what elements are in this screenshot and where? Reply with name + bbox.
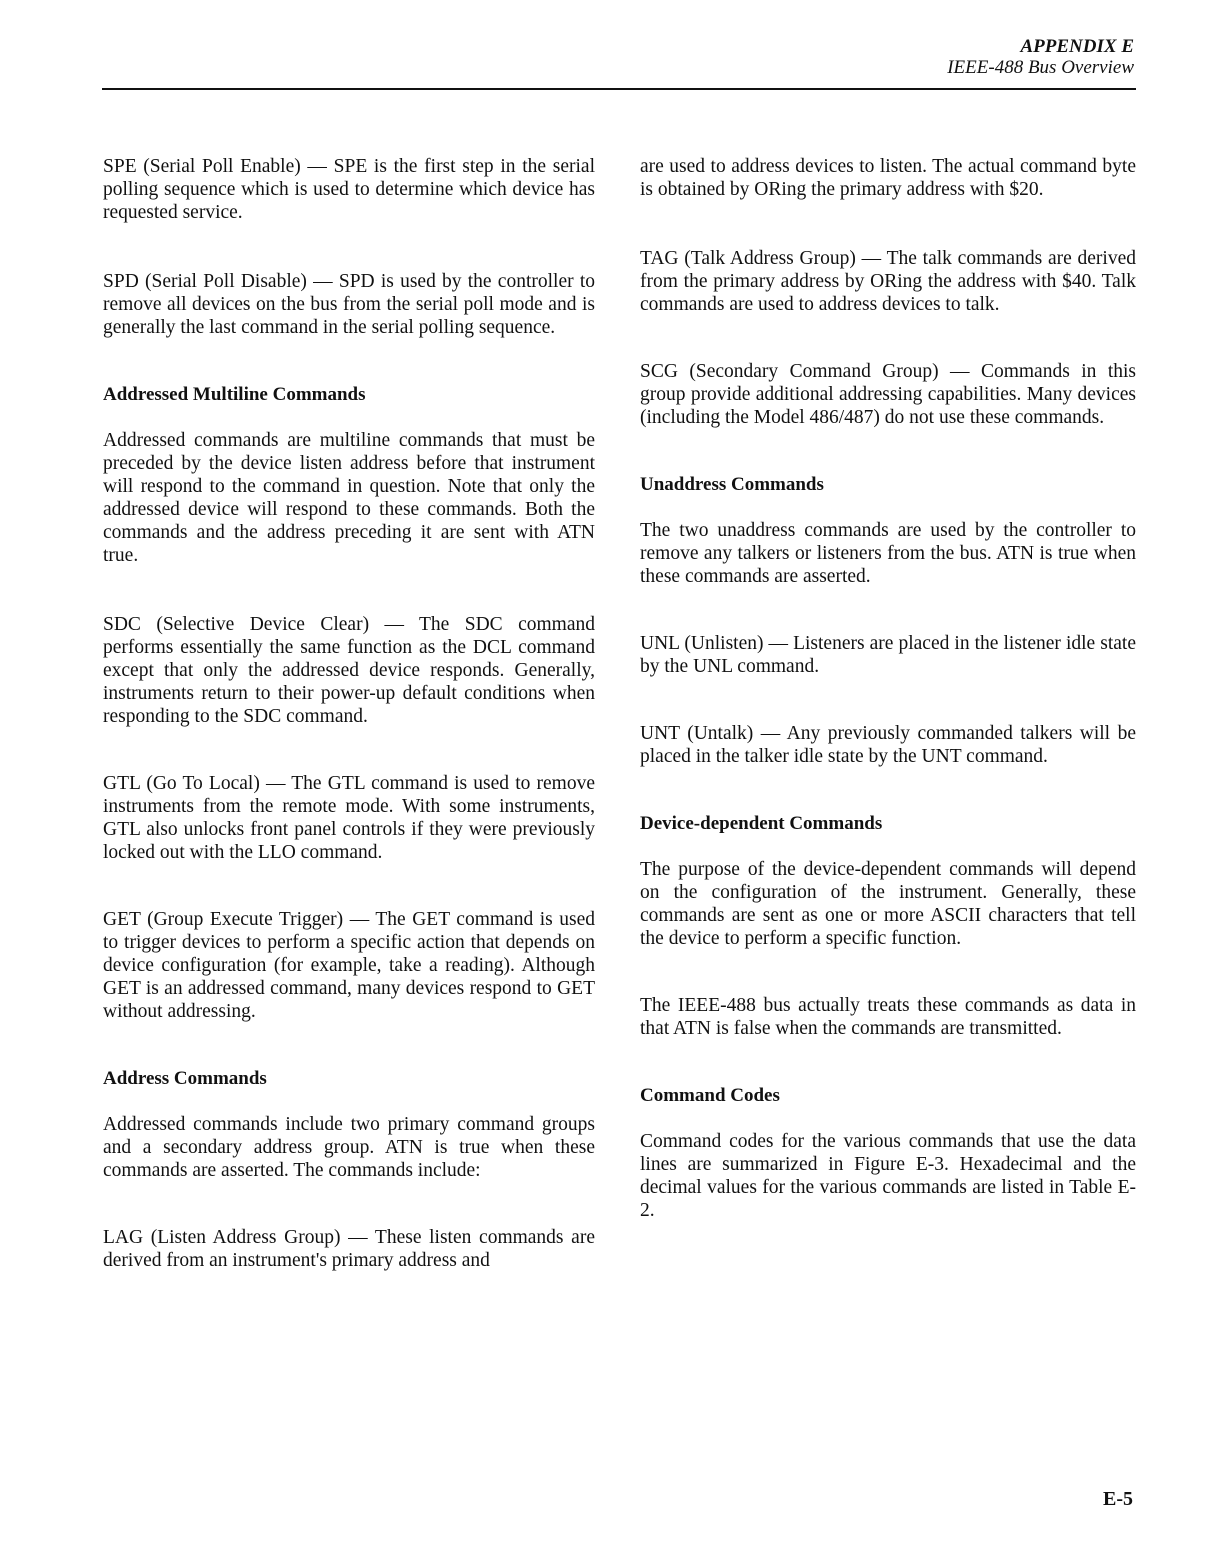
spe-paragraph: SPE (Serial Poll Enable) — SPE is the first step in the serial polling sequence which is used to determine which device has requested service. <box>103 156 595 223</box>
scg-paragraph: SCG (Secondary Command Group) — Commands in this group provide additional addressing capabilities. Many devices (including the Model 486/487) do not use these commands. <box>640 361 1136 428</box>
running-header <box>947 36 1134 78</box>
address-commands-heading: Address Commands <box>103 1068 267 1089</box>
device-dependent-paragraph: The purpose of the device-dependent commands will depend on the configuration of the instrument. Generally, these commands are sent as one or more ASCII characters that tell the device to perform a specific function. <box>640 859 1136 949</box>
right-column <box>640 155 1136 1222</box>
addressed-multiline-heading: Addressed Multiline Commands <box>103 384 366 405</box>
addressed-multiline-paragraph: Addressed commands are multiline commands that must be preceded by the device listen address before that instrument will respond to the command in question. Note that only the addressed device will respond to these commands. Both the commands and the address preceding it are sent with ATN true. <box>103 430 595 566</box>
device-dependent-heading: Device-dependent Commands <box>640 813 883 834</box>
gtl-paragraph: GTL (Go To Local) — The GTL command is used to remove instruments from the remote mode. With some instruments, GTL also unlocks front panel controls if they were previously locked out with the LLO command. <box>103 773 595 863</box>
spd-paragraph: SPD (Serial Poll Disable) — SPD is used by the controller to remove all devices on the bus from the serial poll mode and is generally the last command in the serial polling sequence. <box>103 271 595 338</box>
tag-paragraph: TAG (Talk Address Group) — The talk commands are derived from the primary address by ORing the address with $40. Talk commands are used to address devices to talk. <box>640 248 1136 315</box>
page-number: E-5 <box>1103 1488 1133 1510</box>
device-dependent-note: The IEEE-488 bus actually treats these commands as data in that ATN is false when the commands are transmitted. <box>640 995 1136 1039</box>
lag-paragraph: LAG (Listen Address Group) — These listen commands are derived from an instrument's primary address and <box>103 1227 595 1271</box>
appendix-title: APPENDIX E <box>1020 36 1134 57</box>
command-codes-heading: Command Codes <box>640 1085 780 1106</box>
sdc-paragraph: SDC (Selective Device Clear) — The SDC command performs essentially the same function as the DCL command except that only the addressed device responds. Generally, instruments return to their power-up default conditions when responding to the SDC command. <box>103 614 595 727</box>
unaddress-paragraph: The two unaddress commands are used by the controller to remove any talkers or listeners from the bus. ATN is true when these commands are asserted. <box>640 520 1136 587</box>
left-column <box>103 155 595 1272</box>
appendix-subtitle: IEEE-488 Bus Overview <box>947 57 1134 78</box>
unt-paragraph: UNT (Untalk) — Any previously commanded talkers will be placed in the talker idle state by the UNT command. <box>640 723 1136 767</box>
header-rule <box>102 88 1136 90</box>
command-codes-paragraph: Command codes for the various commands that use the data lines are summarized in Figure E-3. Hexadecimal and the decimal values for the various commands are listed in Table E-2. <box>640 1131 1136 1221</box>
unaddress-heading: Unaddress Commands <box>640 474 824 495</box>
lag-continued-paragraph: are used to address devices to listen. The actual command byte is obtained by ORing the primary address with $20. <box>640 156 1136 200</box>
get-paragraph: GET (Group Execute Trigger) — The GET command is used to trigger devices to perform a specific action that depends on device configuration (for example, take a reading). Although GET is an addressed command, many devices respond to GET without addressing. <box>103 909 595 1022</box>
address-commands-paragraph: Addressed commands include two primary command groups and a secondary address group. ATN is true when these commands are asserted. The commands include: <box>103 1114 595 1181</box>
unl-paragraph: UNL (Unlisten) — Listeners are placed in the listener idle state by the UNL command. <box>640 633 1136 677</box>
